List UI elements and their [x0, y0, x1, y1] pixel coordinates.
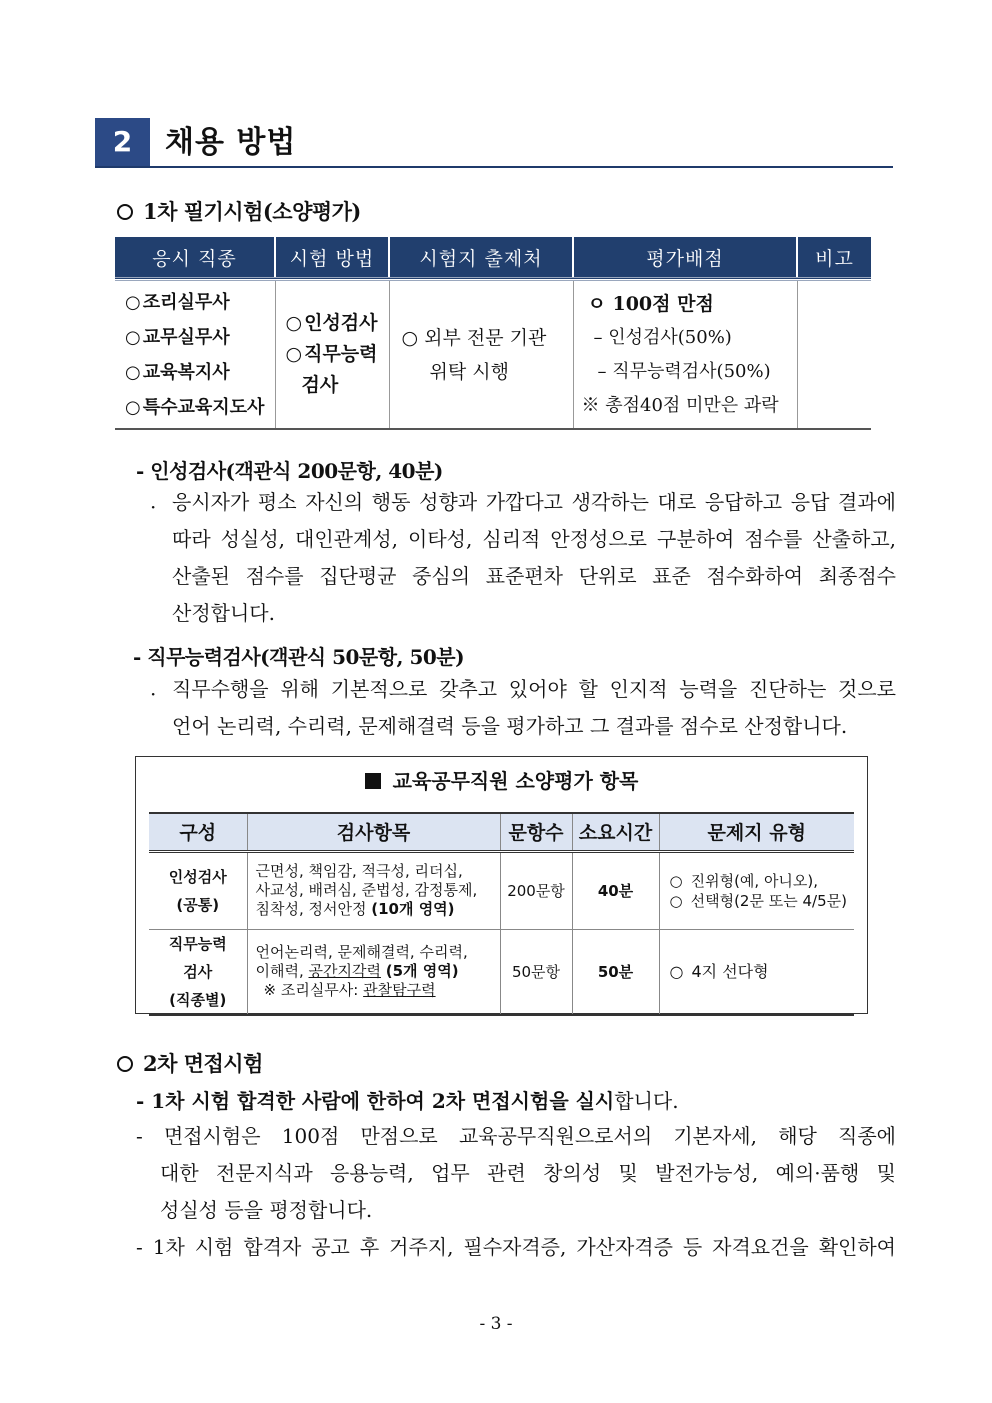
comp-cell: 직무능력 검사 (직종별)	[149, 929, 247, 1015]
circle-bullet-icon	[117, 1056, 133, 1072]
table-row	[149, 929, 854, 1015]
col-header-items: 검사항목	[247, 813, 500, 851]
evaluation-items-box	[135, 756, 868, 1014]
col-header-score: 평가배점	[573, 237, 797, 279]
method-item: ○ 직무능력	[286, 339, 389, 370]
score-line: – 직무능력검사(50%)	[597, 360, 771, 382]
count-cell: 200문항	[500, 851, 572, 929]
score-line: – 인성검사(50%)	[593, 326, 732, 348]
second-exam-last-line: - 1차 시험 합격자 공고 후 거주지, 필수자격증, 가산자격증 등 자격요건을 확인하여	[136, 1235, 896, 1259]
job-item: ○ 교육복지사	[125, 355, 275, 390]
first-exam-table	[115, 237, 871, 430]
col-header-job: 응시 직종	[115, 237, 275, 279]
items-cell: 언어논리력, 문제해결력, 수리력, 이해력, 공간지각력 (5개 영역) ※ 조리실무사: 관찰탐구력	[247, 929, 500, 1015]
table-row	[149, 851, 854, 929]
job-item: ○ 조리실무사	[125, 285, 275, 320]
page-number: - 3 -	[479, 1314, 513, 1334]
second-exam-desc: - 면접시험은 100점 만점으로 교육공무직원으로서의 기본자세, 해당 직종에 대한 전문지식과 응용능력, 업무 관련 창의성 및 발전가능성, 예의·품행 및 성실성 등을 평정합니다.	[136, 1124, 896, 1222]
ability-heading: - 직무능력검사(객관식 50문항, 50분)	[133, 645, 465, 669]
job-cell	[115, 279, 275, 429]
col-header-comp: 구성	[149, 813, 247, 851]
circle-bullet-icon	[117, 204, 133, 220]
section-header	[95, 118, 893, 168]
remark-cell	[797, 279, 871, 429]
org-line: ○ 외부 전문 기관	[401, 326, 547, 349]
col-header-type: 문제지 유형	[659, 813, 854, 851]
section-number: 2	[95, 118, 150, 166]
score-main: ㅇ 100점 만점	[587, 292, 714, 315]
job-item: ○ 교무실무사	[125, 320, 275, 355]
org-cell	[389, 279, 573, 429]
method-cell	[275, 279, 389, 429]
score-cell	[573, 279, 797, 429]
method-item: ○ 인성검사	[286, 308, 389, 339]
evaluation-items-table	[149, 812, 854, 1016]
dot-bullet-icon: ·	[150, 495, 157, 519]
job-item: ○ 특수교육지도사	[125, 390, 275, 425]
first-exam-heading: 1차 필기시험(소양평가)	[117, 196, 361, 226]
org-line: 위탁 시행	[429, 360, 509, 383]
section-title: 채용 방법	[165, 125, 297, 160]
second-exam-line1: - 1차 시험 합격한 사람에 한하여 2차 면접시험을 실시합니다.	[136, 1089, 679, 1113]
col-header-time: 소요시간	[572, 813, 659, 851]
col-header-count: 문항수	[500, 813, 572, 851]
col-header-org: 시험지 출제처	[389, 237, 573, 279]
square-bullet-icon	[365, 773, 381, 789]
time-cell: 40분	[572, 851, 659, 929]
col-header-remark: 비고	[797, 237, 871, 279]
col-header-method: 시험 방법	[275, 237, 389, 279]
type-cell: ○ 진위형(예, 아니오), ○ 선택형(2문 또는 4/5문)	[659, 851, 854, 929]
personality-heading: - 인성검사(객관식 200문항, 40분)	[136, 459, 443, 483]
count-cell: 50문항	[500, 929, 572, 1015]
method-item-cont: 검사	[301, 374, 339, 396]
personality-desc: 응시자가 평소 자신의 행동 성향과 가깝다고 생각하는 대로 응답하고 응답 결과에 따라 성실성, 대인관계성, 이타성, 심리적 안정성으로 구분하여 점수를 산출하고, 산출된 점수를 집단평균 중심의 표준편차 단위로 표준 점수화하여 최종점수 산정합니다.	[172, 490, 896, 625]
box-title: 교육공무직원 소양평가 항목	[136, 765, 867, 794]
time-cell: 50분	[572, 929, 659, 1015]
ability-desc: 직무수행을 위해 기본적으로 갖추고 있어야 할 인지적 능력을 진단하는 것으로 언어 논리력, 수리력, 문제해결력 등을 평가하고 그 결과를 점수로 산정합니다.	[172, 677, 896, 738]
type-cell: ○ 4지 선다형	[659, 929, 854, 1015]
score-note: ※ 총점40점 미만은 과락	[581, 394, 779, 416]
dot-bullet-icon: ·	[150, 682, 157, 706]
items-cell: 근면성, 책임감, 적극성, 리더십, 사교성, 배려심, 준법성, 감정통제, 침착성, 정서안정 (10개 영역)	[247, 851, 500, 929]
second-exam-heading: 2차 면접시험	[117, 1048, 263, 1078]
comp-cell: 인성검사 (공통)	[149, 851, 247, 929]
